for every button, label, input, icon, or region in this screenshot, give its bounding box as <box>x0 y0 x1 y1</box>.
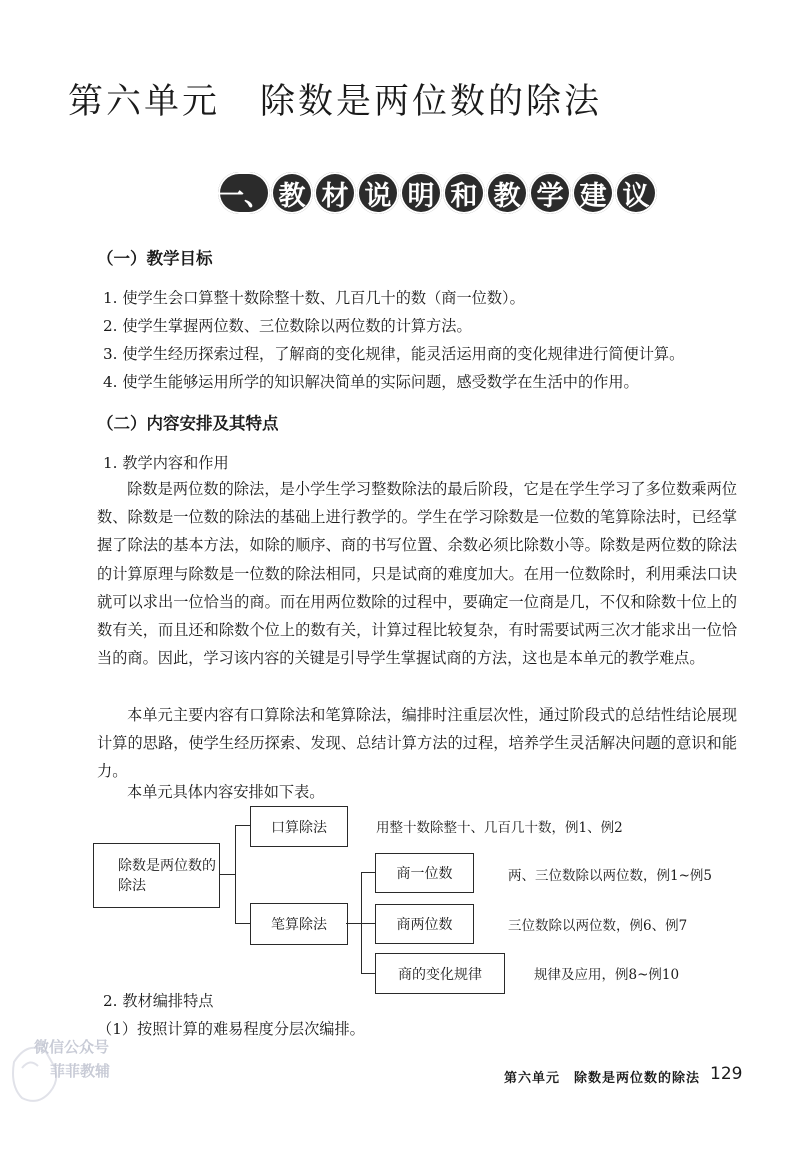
banner-char: 议 <box>615 172 657 214</box>
paragraph-2-text: 本单元主要内容有口算除法和笔算除法，编排时注重层次性，通过阶段式的总结性结论展现计算的思路，使学生经历探索、发现、总结计算方法的过程，培养学生灵活解决问题的意识和能力。 <box>97 706 737 781</box>
footer-running-title <box>504 1067 700 1086</box>
subheading-arrangement: 2. 教材编排特点 <box>103 992 214 1010</box>
quotient-rule-note: 规律及应用，例8~例10 <box>534 967 680 983</box>
connector <box>361 923 375 924</box>
banner-char: 一、 <box>218 172 270 214</box>
subheading-teaching-content: 1. 教学内容和作用 <box>103 454 229 472</box>
banner-char: 说 <box>357 172 399 214</box>
quotient-two-digit-box: 商两位数 <box>375 904 474 944</box>
page-number: 129 <box>710 1064 743 1084</box>
goals-heading: （一）教学目标 <box>97 249 213 268</box>
quotient-one-digit-box: 商一位数 <box>375 853 474 893</box>
watermark-line-1: 微信公众号 <box>34 1038 110 1056</box>
connector <box>361 872 375 873</box>
connector <box>235 825 250 826</box>
unit-title <box>68 74 602 124</box>
connector <box>235 923 250 924</box>
banner-char: 教 <box>486 172 528 214</box>
written-division-box: 笔算除法 <box>250 903 348 945</box>
paragraph-3: 本单元具体内容安排如下表。 <box>127 783 325 801</box>
connector <box>235 825 236 923</box>
goal-item: 2. 使学生掌握两位数、三位数除以两位数的计算方法。 <box>103 317 472 335</box>
diagram-root-box: 除数是两位数的除法 <box>93 843 220 908</box>
paragraph-1 <box>97 475 737 672</box>
banner-char: 材 <box>314 172 356 214</box>
banner-char: 明 <box>400 172 442 214</box>
quotient-one-digit-note: 两、三位数除以两位数，例1~例5 <box>508 868 712 884</box>
watermark-line-2: 菲菲教辅 <box>50 1062 111 1080</box>
unit-title-name: 除数是两位数的除法 <box>260 82 603 122</box>
banner-char: 建 <box>572 172 614 214</box>
connector <box>220 874 235 875</box>
quotient-two-digit-note: 三位数除以两位数，例6、例7 <box>508 918 688 934</box>
connector <box>361 973 375 974</box>
paragraph-2 <box>97 701 737 786</box>
footer-title: 除数是两位数的除法 <box>574 1071 701 1086</box>
banner-char: 和 <box>443 172 485 214</box>
watermark <box>8 1022 148 1122</box>
section-banner <box>218 168 658 218</box>
oral-division-box: 口算除法 <box>250 806 348 847</box>
goal-item: 4. 使学生能够运用所学的知识解决简单的实际问题，感受数学在生活中的作用。 <box>103 373 639 391</box>
banner-char: 学 <box>529 172 571 214</box>
footer-unit: 第六单元 <box>504 1071 561 1086</box>
banner-char: 教 <box>271 172 313 214</box>
quotient-rule-box: 商的变化规律 <box>375 953 505 994</box>
paragraph-1-text: 除数是两位数的除法，是小学生学习整数除法的最后阶段，它是在学生学习了多位数乘两位数、除数是一位数的除法的基础上进行教学的。学生在学习除数是一位数的笔算除法时，已经掌握了除法的基本方法，如除的顺序、商的书写位置、余数必须比除数小等。除数是两位数的除法的计算原理与除数是一位数的除法相同，只是试商的难度加大。在用一位数除时，利用乘法口诀就可以求出一位恰当的商。而在用两位数除的过程中，要确定一位商是几，不仅和除数十位上的数有关，而且还和除数个位上的数有关，计算过程比较复杂，有时需要试两三次才能求出一位恰当的商。因此，学习该内容的关键是引导学生掌握试商的方法，这也是本单元的教学难点。 <box>97 480 737 668</box>
oral-division-note: 用整十数除整十、几百几十数，例1、例2 <box>376 820 623 836</box>
goal-item: 3. 使学生经历探索过程，了解商的变化规律，能灵活运用商的变化规律进行简便计算。 <box>103 345 685 363</box>
goal-item: 1. 使学生会口算整十数除整十数、几百几十的数（商一位数）。 <box>103 289 525 307</box>
content-heading: （二）内容安排及其特点 <box>97 414 279 433</box>
connector <box>346 923 361 924</box>
arrangement-item-1: （1）按照计算的难易程度分层次编排。 <box>97 1020 365 1038</box>
unit-title-number: 第六单元 <box>68 82 221 122</box>
